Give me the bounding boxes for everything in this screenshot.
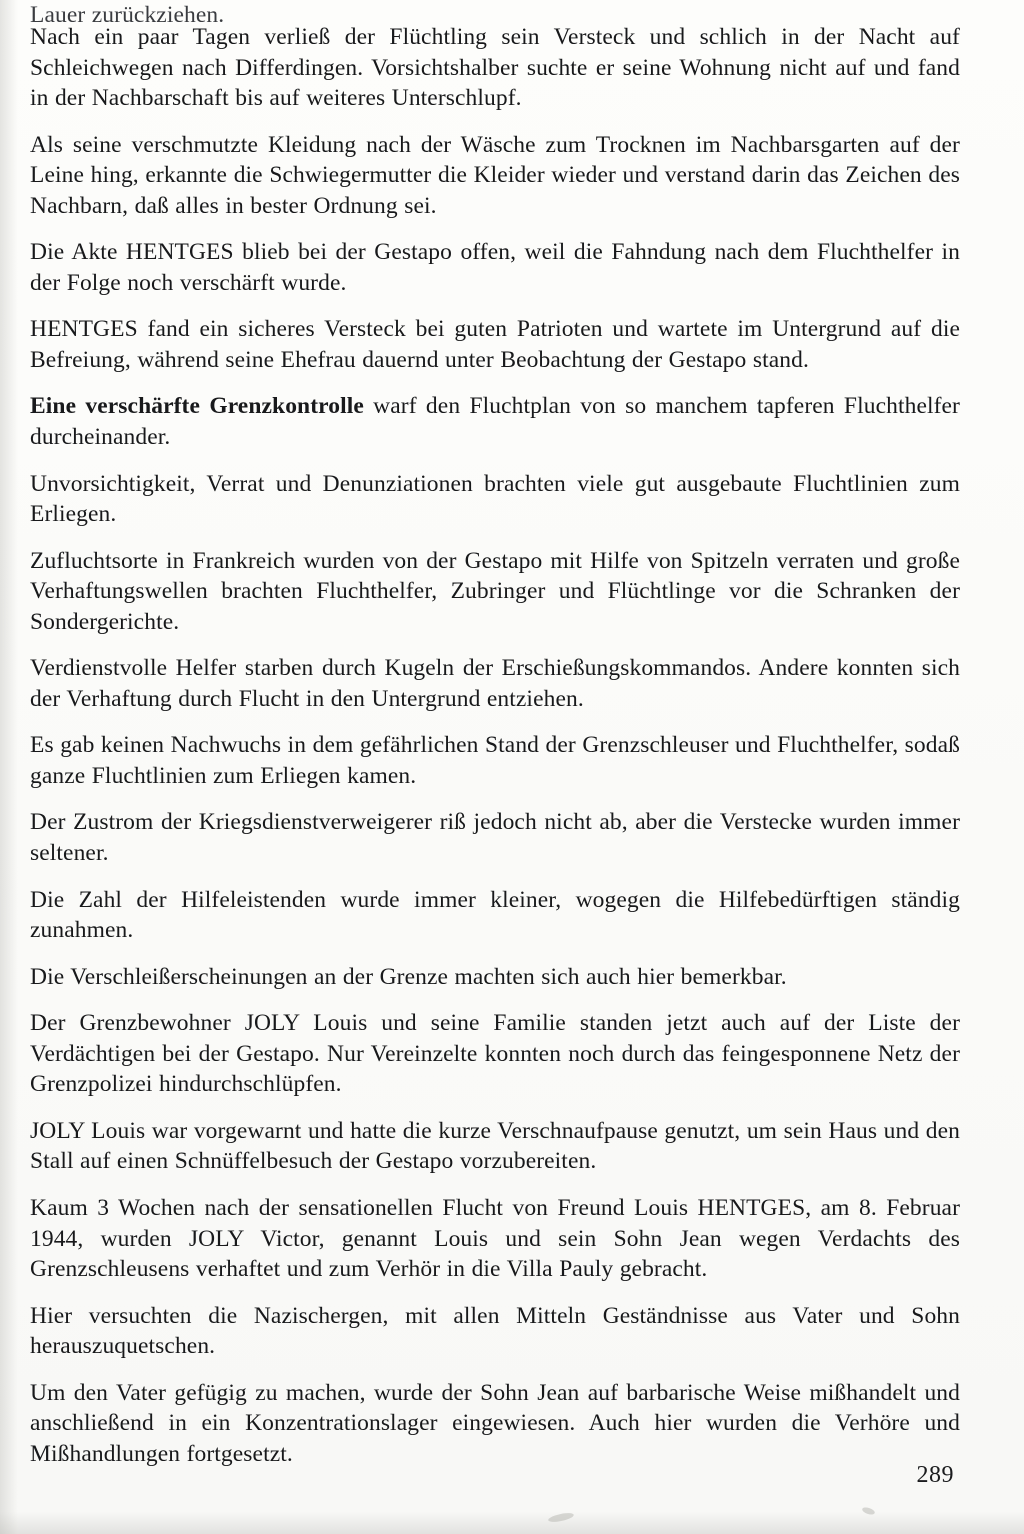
paragraph: Es gab keinen Nachwuchs in dem gefährlichen Stand der Grenzschleuser und Fluchthelfer, sodaß ganze Fluchtlinien zum Erliegen kamen. xyxy=(30,732,960,789)
paragraph: Der Zustrom der Kriegsdienstverweigerer riß jedoch nicht ab, aber die Verstecke wurden immer seltener. xyxy=(30,809,960,867)
paragraph-lead-in: Eine verschärfte Grenzkontrolle xyxy=(30,393,364,420)
body-text-column xyxy=(30,0,960,1484)
paragraph: Verdienstvolle Helfer starben durch Kugeln der Erschießungskommandos. Andere konnten sich der Verhaftung durch Flucht in den Untergrund entziehen. xyxy=(30,655,960,712)
paragraph: Zufluchtsorte in Frankreich wurden von der Gestapo mit Hilfe von Spitzeln verraten und große Verhaftungswellen brachten Fluchthelfer, Zubringer und Flüchtlinge vor die Schranken der Sondergerichte. xyxy=(30,547,960,635)
paragraph: JOLY Louis war vorgewarnt und hatte die kurze Verschnaufpause genutzt, um sein Haus und den Stall auf einen Schnüffelbesuch der Gestapo vorzubereiten. xyxy=(30,1117,960,1175)
paragraph: Um den Vater gefügig zu machen, wurde der Sohn Jean auf barbarische Weise mißhandelt und anschließend in ein Konzentrationslager eingewiesen. Auch hier wurden die Verhöre und Mißhandlungen fortgesetzt. xyxy=(30,1379,960,1467)
page-edge-shadow-left xyxy=(0,0,18,1534)
paragraph: Unvorsichtigkeit, Verrat und Denunziationen brachten viele gut ausgebaute Fluchtlinien zum Erliegen. xyxy=(30,470,960,528)
paragraph-text: warf den Fluchtplan von so manchem tapferen Fluchthelfer durcheinander. xyxy=(30,393,960,451)
paragraph: Kaum 3 Wochen nach der sensationellen Flucht von Freund Louis HENTGES, am 8. Februar 1944, wurden JOLY Victor, genannt Louis und sein Sohn Jean wegen Verdachts des Grenzschleusens verhaftet und zum Verhör in die Villa Pauly gebracht. xyxy=(30,1194,960,1283)
paragraph: Der Grenzbewohner JOLY Louis und seine Familie standen jetzt auch auf der Liste der Verdächtigen bei der Gestapo. Nur Vereinzelte konnten noch durch das feingesponnene Netz der Grenzpolizei hindurchschlüpfen. xyxy=(30,1010,960,1098)
clipped-line-top: Lauer zurückziehen. xyxy=(30,2,225,28)
paragraph: Als seine verschmutzte Kleidung nach der Wäsche zum Trocknen im Nachbarsgarten auf der Leine hing, erkannte die Schwiegermutter die Kleider wieder und verstand darin das Zeichen des Nachbarn, daß alles in bester Ordnung sei. xyxy=(30,131,960,219)
page-number: 289 xyxy=(916,1462,954,1488)
page-edge-shadow-bottom xyxy=(0,1512,1024,1534)
paragraph: Die Akte HENTGES blieb bei der Gestapo offen, weil die Fahndung nach dem Fluchthelfer in der Folge noch verschärft wurde. xyxy=(30,239,960,296)
paragraph: Nach ein paar Tagen verließ der Flüchtling sein Versteck und schlich in der Nacht auf Schleichwegen nach Differdingen. Vorsichtshalber suchte er seine Wohnung nicht auf und fand in der Nachbarschaft bis auf weiteres Unterschlupf. xyxy=(30,24,960,112)
paragraph: Hier versuchten die Nazischergen, mit allen Mitteln Geständnisse aus Vater und Sohn herauszuquetschen. xyxy=(30,1302,960,1360)
paragraph: HENTGES fand ein sicheres Versteck bei guten Patrioten und wartete im Untergrund auf die Befreiung, während seine Ehefrau dauernd unter Beobachtung der Gestapo stand. xyxy=(30,316,960,373)
paragraph: Die Zahl der Hilfeleistenden wurde immer kleiner, wogegen die Hilfebedürftigen ständig zunahmen. xyxy=(30,886,960,944)
paragraph-with-lead xyxy=(30,391,960,452)
paragraph: Die Verschleißerscheinungen an der Grenze machten sich auch hier bemerkbar. xyxy=(30,963,787,990)
